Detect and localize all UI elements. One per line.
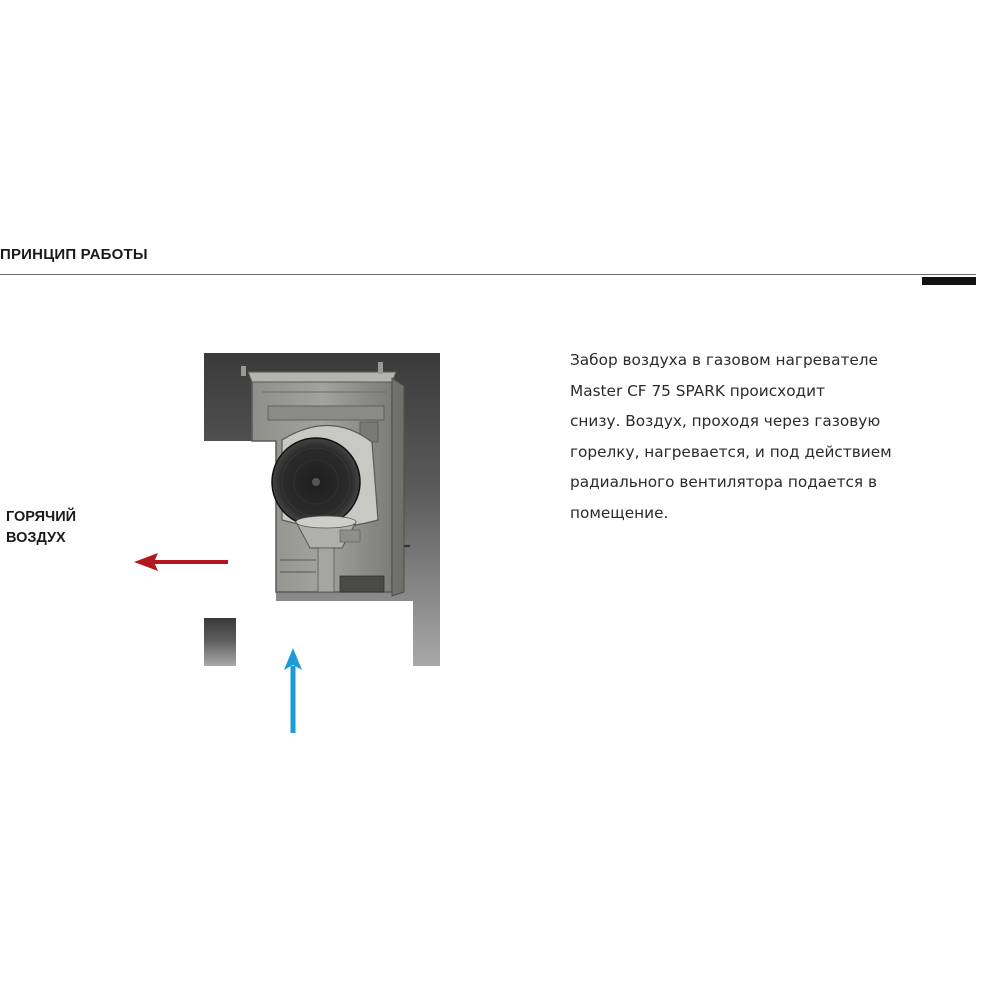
description-line: радиального вентилятора подается в xyxy=(570,473,877,491)
fan-icon xyxy=(272,425,378,527)
description-line: Master CF 75 SPARK происходит xyxy=(570,381,825,400)
hot-air-label xyxy=(6,507,76,549)
cold-air-arrow-icon xyxy=(284,648,302,733)
hot-air-arrow-icon xyxy=(134,553,228,571)
hot-air-label-line2: ВОЗДУХ xyxy=(6,530,66,546)
heater-image xyxy=(204,353,440,666)
hot-air-label-line1: ГОРЯЧИЙ xyxy=(6,509,77,525)
title-accent-bar xyxy=(922,277,976,285)
title-rule xyxy=(0,274,976,275)
description-text xyxy=(570,345,930,528)
description-line: снизу. Воздух, проходя через газовую xyxy=(570,412,881,430)
description-line: Забор воздуха в газовом нагревателе xyxy=(570,351,878,369)
description-line: помещение. xyxy=(570,503,669,522)
section-title: ПРИНЦИП РАБОТЫ xyxy=(0,246,148,263)
description-line: горелку, нагревается, и под действием xyxy=(570,442,892,461)
